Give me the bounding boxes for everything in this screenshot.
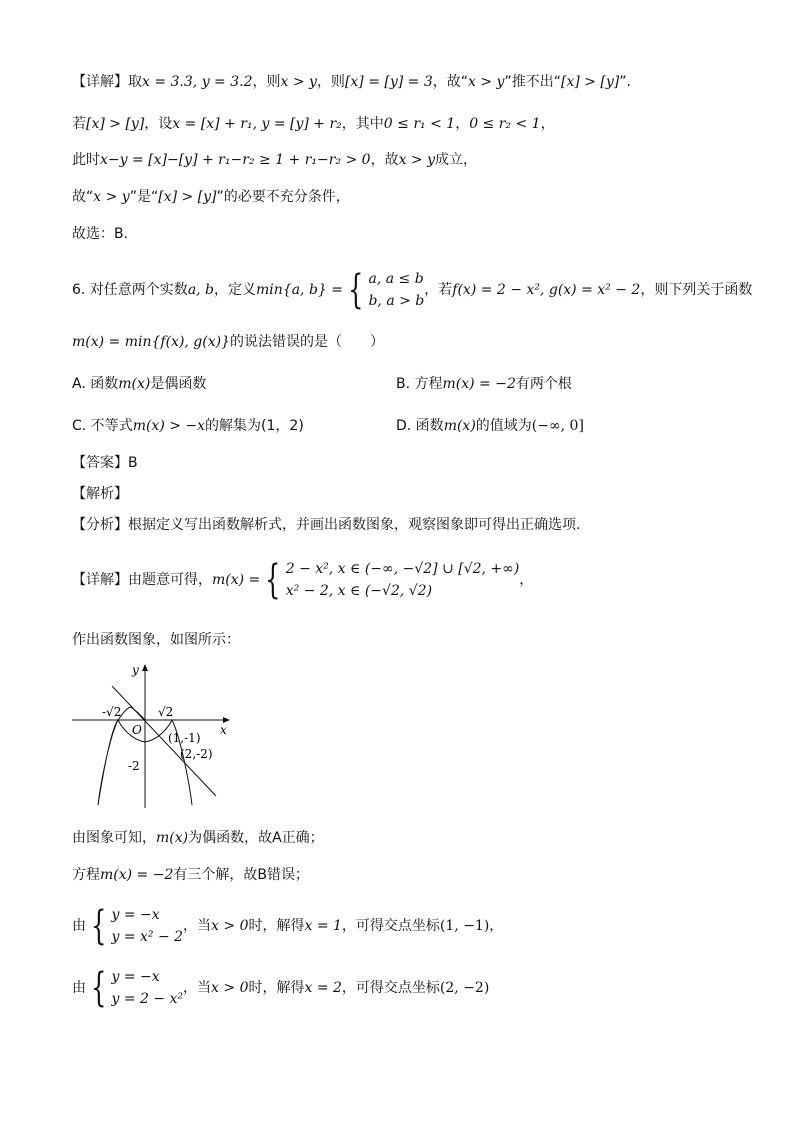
system-2: { y = −x y = 2 − x² bbox=[91, 965, 184, 1011]
option-d: D. 函数m(x)的值域为(−∞, 0] bbox=[396, 418, 584, 434]
option-c: C. 不等式m(x) > −x的解集为(1，2) bbox=[72, 418, 304, 434]
question-6-stem-2: m(x) = min{f(x), g(x)}的说法错误的是（ ） bbox=[72, 334, 384, 350]
analysis-heading: 【解析】 bbox=[72, 486, 128, 502]
step-4: 由 { y = −x y = 2 − x² ，当x > 0时，解得x = 2，可得交点坐标(2, −2) bbox=[72, 965, 490, 1011]
detail-line-2: 若[x] > [y]，设x = [x] + r₁, y = [y] + r₂，其中0 ≤ r₁ < 1，0 ≤ r₂ < 1， bbox=[72, 116, 555, 132]
function-graph bbox=[68, 660, 238, 810]
detail-line-3: 此时x−y = [x]−[y] + r₁−r₂ ≥ 1 + r₁−r₂ > 0，故x > y成立， bbox=[72, 152, 478, 168]
piecewise-definition: 【详解】由题意可得，m(x) = { 2 − x², x ∈ (−∞, −√2] ∪ [√2, +∞) x² − 2, x ∈ (−√2, √2) ， bbox=[72, 557, 534, 603]
y-axis-arrow bbox=[142, 664, 148, 671]
detail-tag: 【详解】 bbox=[72, 74, 128, 90]
draw-instruction: 作出函数图象，如图所示： bbox=[72, 632, 240, 648]
x-axis-label: x bbox=[220, 723, 227, 737]
system-1: { y = −x y = x² − 2 bbox=[91, 903, 184, 949]
option-b: B. 方程m(x) = −2有两个根 bbox=[396, 376, 572, 392]
answer-line: 【答案】B bbox=[72, 455, 138, 471]
pos-sqrt2-label: √2 bbox=[158, 705, 174, 719]
option-a: A. 函数m(x)是偶函数 bbox=[72, 376, 207, 392]
step-1: 由图象可知，m(x)为偶函数，故A正确； bbox=[72, 830, 324, 846]
detail-line-4: 故“x > y”是“[x] > [y]”的必要不充分条件， bbox=[72, 189, 350, 205]
step-3: 由 { y = −x y = x² − 2 ，当x > 0时，解得x = 1，可得交点坐标(1, −1)， bbox=[72, 903, 504, 949]
question-6-stem: 6. 对任意两个实数a, b，定义min{a, b} = { a, a ≤ b b, a > b ，若f(x) = 2 − x², g(x) = x² − 2，则下列关于函数 bbox=[72, 267, 753, 313]
detail-line-1: 【详解】取x = 3.3, y = 3.2，则x > y，则[x] = [y] = 3，故“x > y”推不出“[x] > [y]”. bbox=[72, 74, 631, 90]
piecewise-system: { 2 − x², x ∈ (−∞, −√2] ∪ [√2, +∞) x² − 2, x ∈ (−√2, √2) bbox=[265, 557, 520, 603]
point-2-label: (2,-2) bbox=[180, 747, 213, 761]
neg2-label: -2 bbox=[128, 759, 140, 773]
origin-label: O bbox=[132, 723, 142, 737]
choose-line: 故选：B. bbox=[72, 226, 129, 242]
y-axis-label: y bbox=[132, 663, 139, 677]
analysis-summary: 【分析】根据定义写出函数解析式，并画出函数图象，观察图象即可得出正确选项. bbox=[72, 517, 581, 533]
step-2: 方程m(x) = −2有三个解，故B错误； bbox=[72, 867, 309, 883]
min-definition-system: { a, a ≤ b b, a > b bbox=[348, 267, 425, 313]
neg-sqrt2-label: -√2 bbox=[102, 705, 122, 719]
point-1-label: (1,-1) bbox=[168, 731, 201, 745]
